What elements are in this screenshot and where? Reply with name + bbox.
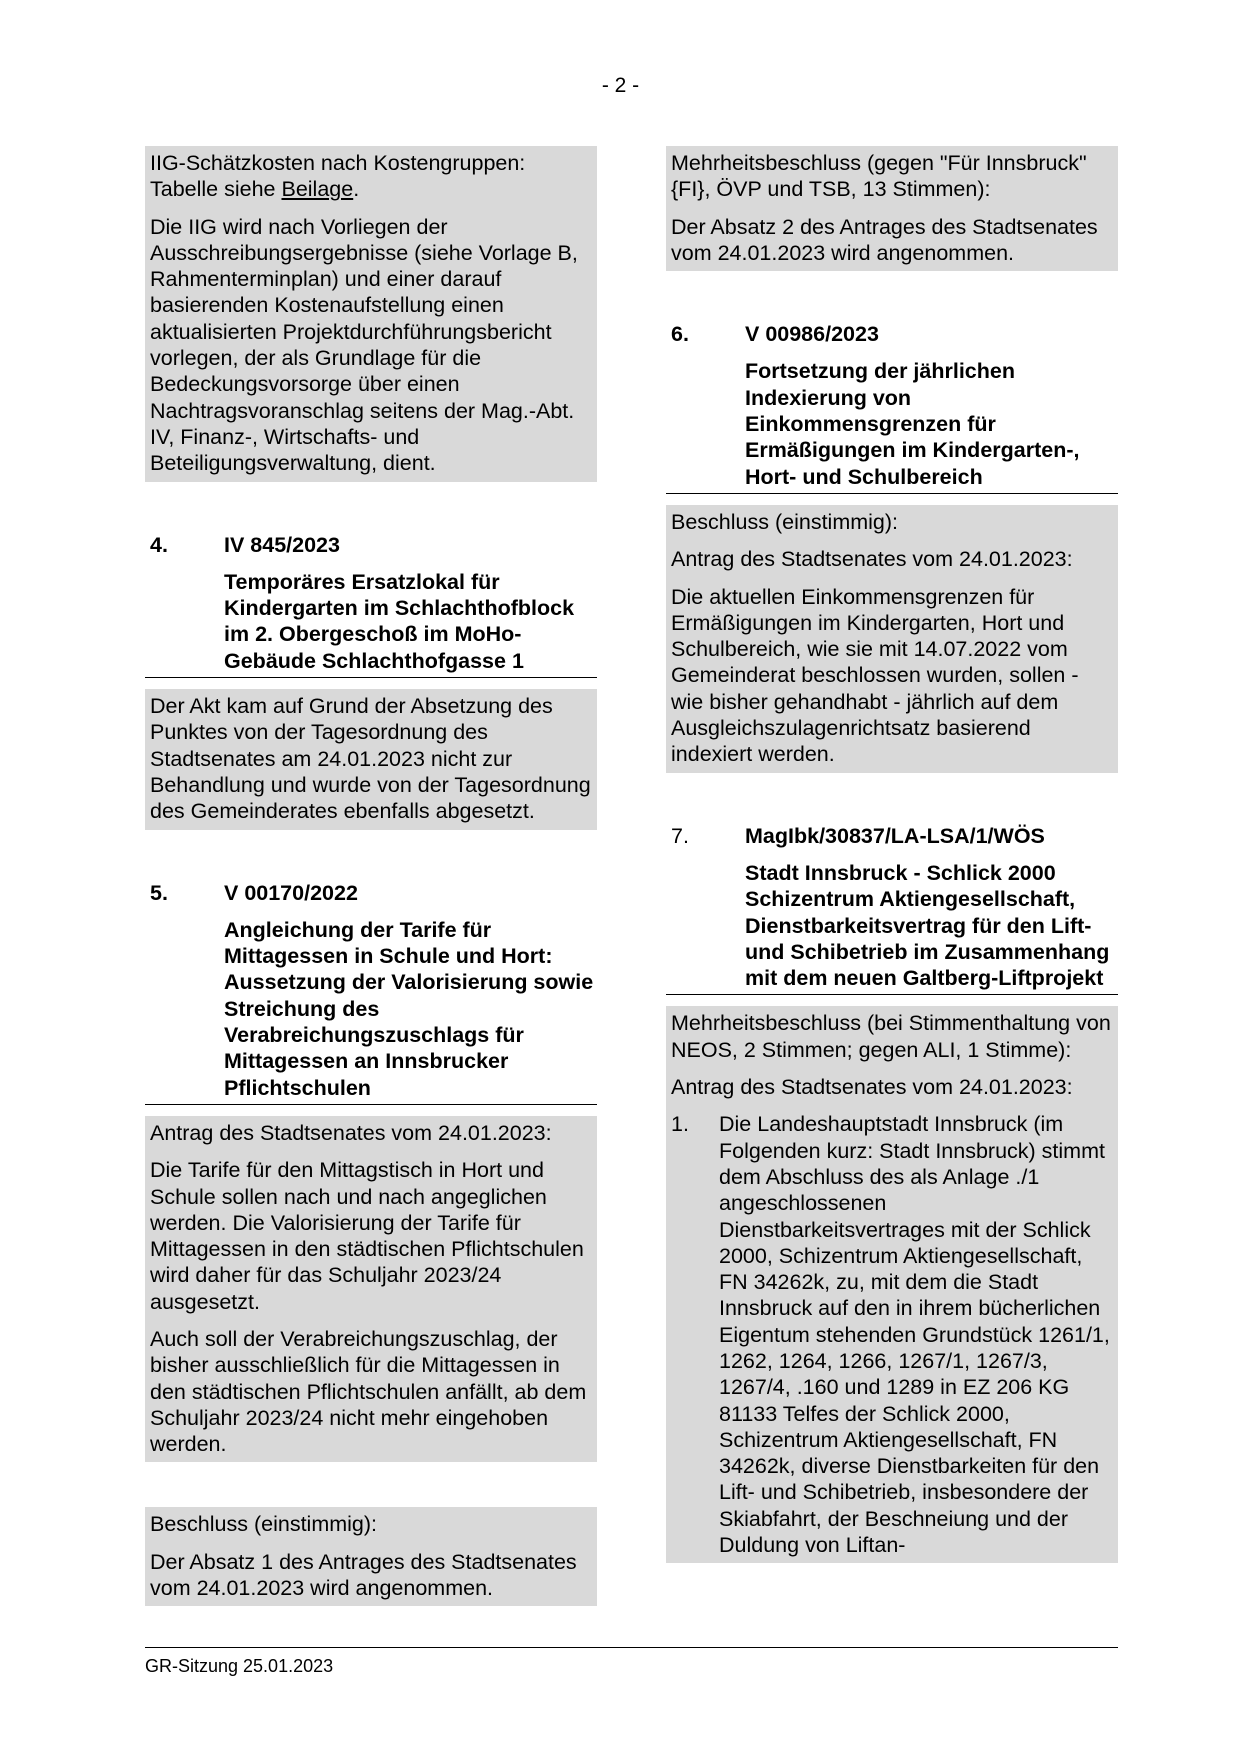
- right-column: [666, 146, 1118, 1563]
- item-5-decision: [145, 1507, 597, 1606]
- page-number: - 2 -: [601, 74, 640, 97]
- item-number: 5.: [150, 880, 168, 905]
- item-paragraph: Auch soll der Verabreichungszuschlag, der bisher ausschließlich für die Mittagessen in den städtischen Pflichtschulen anfällt, ab dem Schuljahr 2023/24 nicht mehr eingehoben werden.: [150, 1326, 587, 1457]
- item-title: Angleichung der Tarife für Mittagessen in Schule und Hort: Aussetzung der Valorisierung sowie Streichung des Verabreichungszuschlags für Mittagessen an Innsbrucker Pflichtschulen: [145, 917, 597, 1105]
- decision-text: Der Absatz 1 des Antrages des Stadtsenates vom 24.01.2023 wird angenommen.: [150, 1549, 577, 1601]
- mehrheit-heading: Mehrheitsbeschluss (bei Stimmenthaltung von NEOS, 2 Stimmen; gegen ALI, 1 Stimme):: [671, 1011, 1111, 1062]
- item-code: V 00170/2022: [224, 880, 358, 905]
- item-6-header: [666, 321, 1118, 494]
- iig-paragraph: Die IIG wird nach Vorliegen der Ausschreibungsergebnisse (siehe Vorlage B, Rahmenterminplan) und einer darauf basierenden Kostenaufstellung einen aktualisierten Projektdurchführungsbericht vorlegen, der als Grundlage für die Bedeckungsvorsorge über einen Nachtragsvoranschlag seitens der Mag.-Abt. IV, Finanz-, Wirtschafts- und Beteiligungsverwaltung, dient.: [150, 214, 578, 476]
- intro-block: [145, 146, 597, 482]
- beschluss-heading: Beschluss (einstimmig):: [150, 1512, 377, 1537]
- decision-text: Der Absatz 2 des Antrages des Stadtsenates vom 24.01.2023 wird angenommen.: [671, 214, 1098, 265]
- beschluss-heading: Beschluss (einstimmig):: [671, 509, 898, 534]
- item-5-header: [145, 880, 597, 1105]
- footer-divider: [145, 1647, 1118, 1648]
- mehrheit-heading: Mehrheitsbeschluss (gegen "Für Innsbruck" {FI}, ÖVP und TSB, 13 Stimmen):: [671, 151, 1087, 202]
- cost-groups-paragraph: IIG-Schätzkosten nach Kostengruppen: Tabelle siehe Beilage.: [150, 151, 526, 202]
- item-7-header: [666, 823, 1118, 996]
- antrag-heading: Antrag des Stadtsenates vom 24.01.2023:: [671, 547, 1073, 572]
- item-text: Der Akt kam auf Grund der Absetzung des Punktes von der Tagesordnung des Stadtsenates am 24.01.2023 nicht zur Behandlung und wurde von der Tagesordnung des Gemeinderates ebenfalls abgesetzt.: [150, 694, 591, 824]
- list-number: 1.: [671, 1112, 689, 1137]
- antrag-heading: Antrag des Stadtsenates vom 24.01.2023:: [671, 1075, 1073, 1100]
- item-5-continued: [666, 146, 1118, 271]
- beilage-link[interactable]: Beilage: [281, 177, 354, 202]
- list-item: [671, 1111, 1113, 1558]
- item-text: Die aktuellen Einkommensgrenzen für Ermäßigungen im Kindergarten, Hort und Schulbereich, wie sie mit 14.07.2022 vom Gemeinderat beschlossen wurden, sollen - wie bisher gehandhabt - jährlich auf dem Ausgleichszulagenrichtsatz basierend indexiert werden.: [671, 584, 1079, 767]
- item-title: Temporäres Ersatzlokal für Kindergarten im Schlachthofblock im 2. Obergeschoß im MoHo-Gebäude Schlachthofgasse 1: [145, 569, 597, 678]
- item-6-body: [666, 505, 1118, 773]
- item-7-body: [666, 1006, 1118, 1563]
- item-number: 7.: [671, 823, 689, 848]
- item-title: Stadt Innsbruck - Schlick 2000 Schizentrum Aktiengesellschaft, Dienstbarkeitsvertrag für den Lift- und Schibetrieb im Zusammenhang mit dem neuen Galtberg-Liftprojekt: [666, 860, 1118, 995]
- left-column: [145, 146, 597, 1606]
- item-4-body: [145, 689, 597, 829]
- item-code: IV 845/2023: [224, 532, 340, 557]
- item-code: MagIbk/30837/LA-LSA/1/WÖS: [745, 823, 1045, 848]
- item-code: V 00986/2023: [745, 322, 879, 347]
- item-title: Fortsetzung der jährlichen Indexierung von Einkommensgrenzen für Ermäßigungen im Kindergarten-, Hort- und Schulbereich: [666, 358, 1118, 493]
- list-text: Die Landeshauptstadt Innsbruck (im Folgenden kurz: Stadt Innsbruck) stimmt dem Abschluss des als Anlage ./1 angeschlossenen Dienstbarkeitsvertrages mit der Schlick 2000, Schizentrum Aktiengesellschaft, FN 34262k, zu, mit dem die Stadt Innsbruck auf den in ihrem bücherlichen Eigentum stehenden Grundstück 1261/1, 1262, 1264, 1266, 1267/1, 1267/3, 1267/4, .160 und 1289 in EZ 206 KG 81133 Telfes der Schlick 2000, Schizentrum Aktiengesellschaft, FN 34262k, diverse Dienstbarkeiten für den Lift- und Schibetrieb, insbesondere der Skiabfahrt, der Beschneiung und der Duldung von Liftan-: [719, 1112, 1110, 1558]
- item-paragraph: Die Tarife für den Mittagstisch in Hort und Schule sollen nach und nach angeglichen werden. Die Valorisierung der Tarife für Mittagessen in den städtischen Pflichtschulen wird daher für das Schuljahr 2023/24 ausgesetzt.: [150, 1158, 584, 1314]
- antrag-heading: Antrag des Stadtsenates vom 24.01.2023:: [150, 1120, 552, 1145]
- footer: GR-Sitzung 25.01.2023: [145, 1656, 334, 1676]
- item-4-header: [145, 532, 597, 678]
- item-number: 6.: [671, 322, 689, 347]
- item-5-body: [145, 1116, 597, 1463]
- item-number: 4.: [150, 532, 168, 557]
